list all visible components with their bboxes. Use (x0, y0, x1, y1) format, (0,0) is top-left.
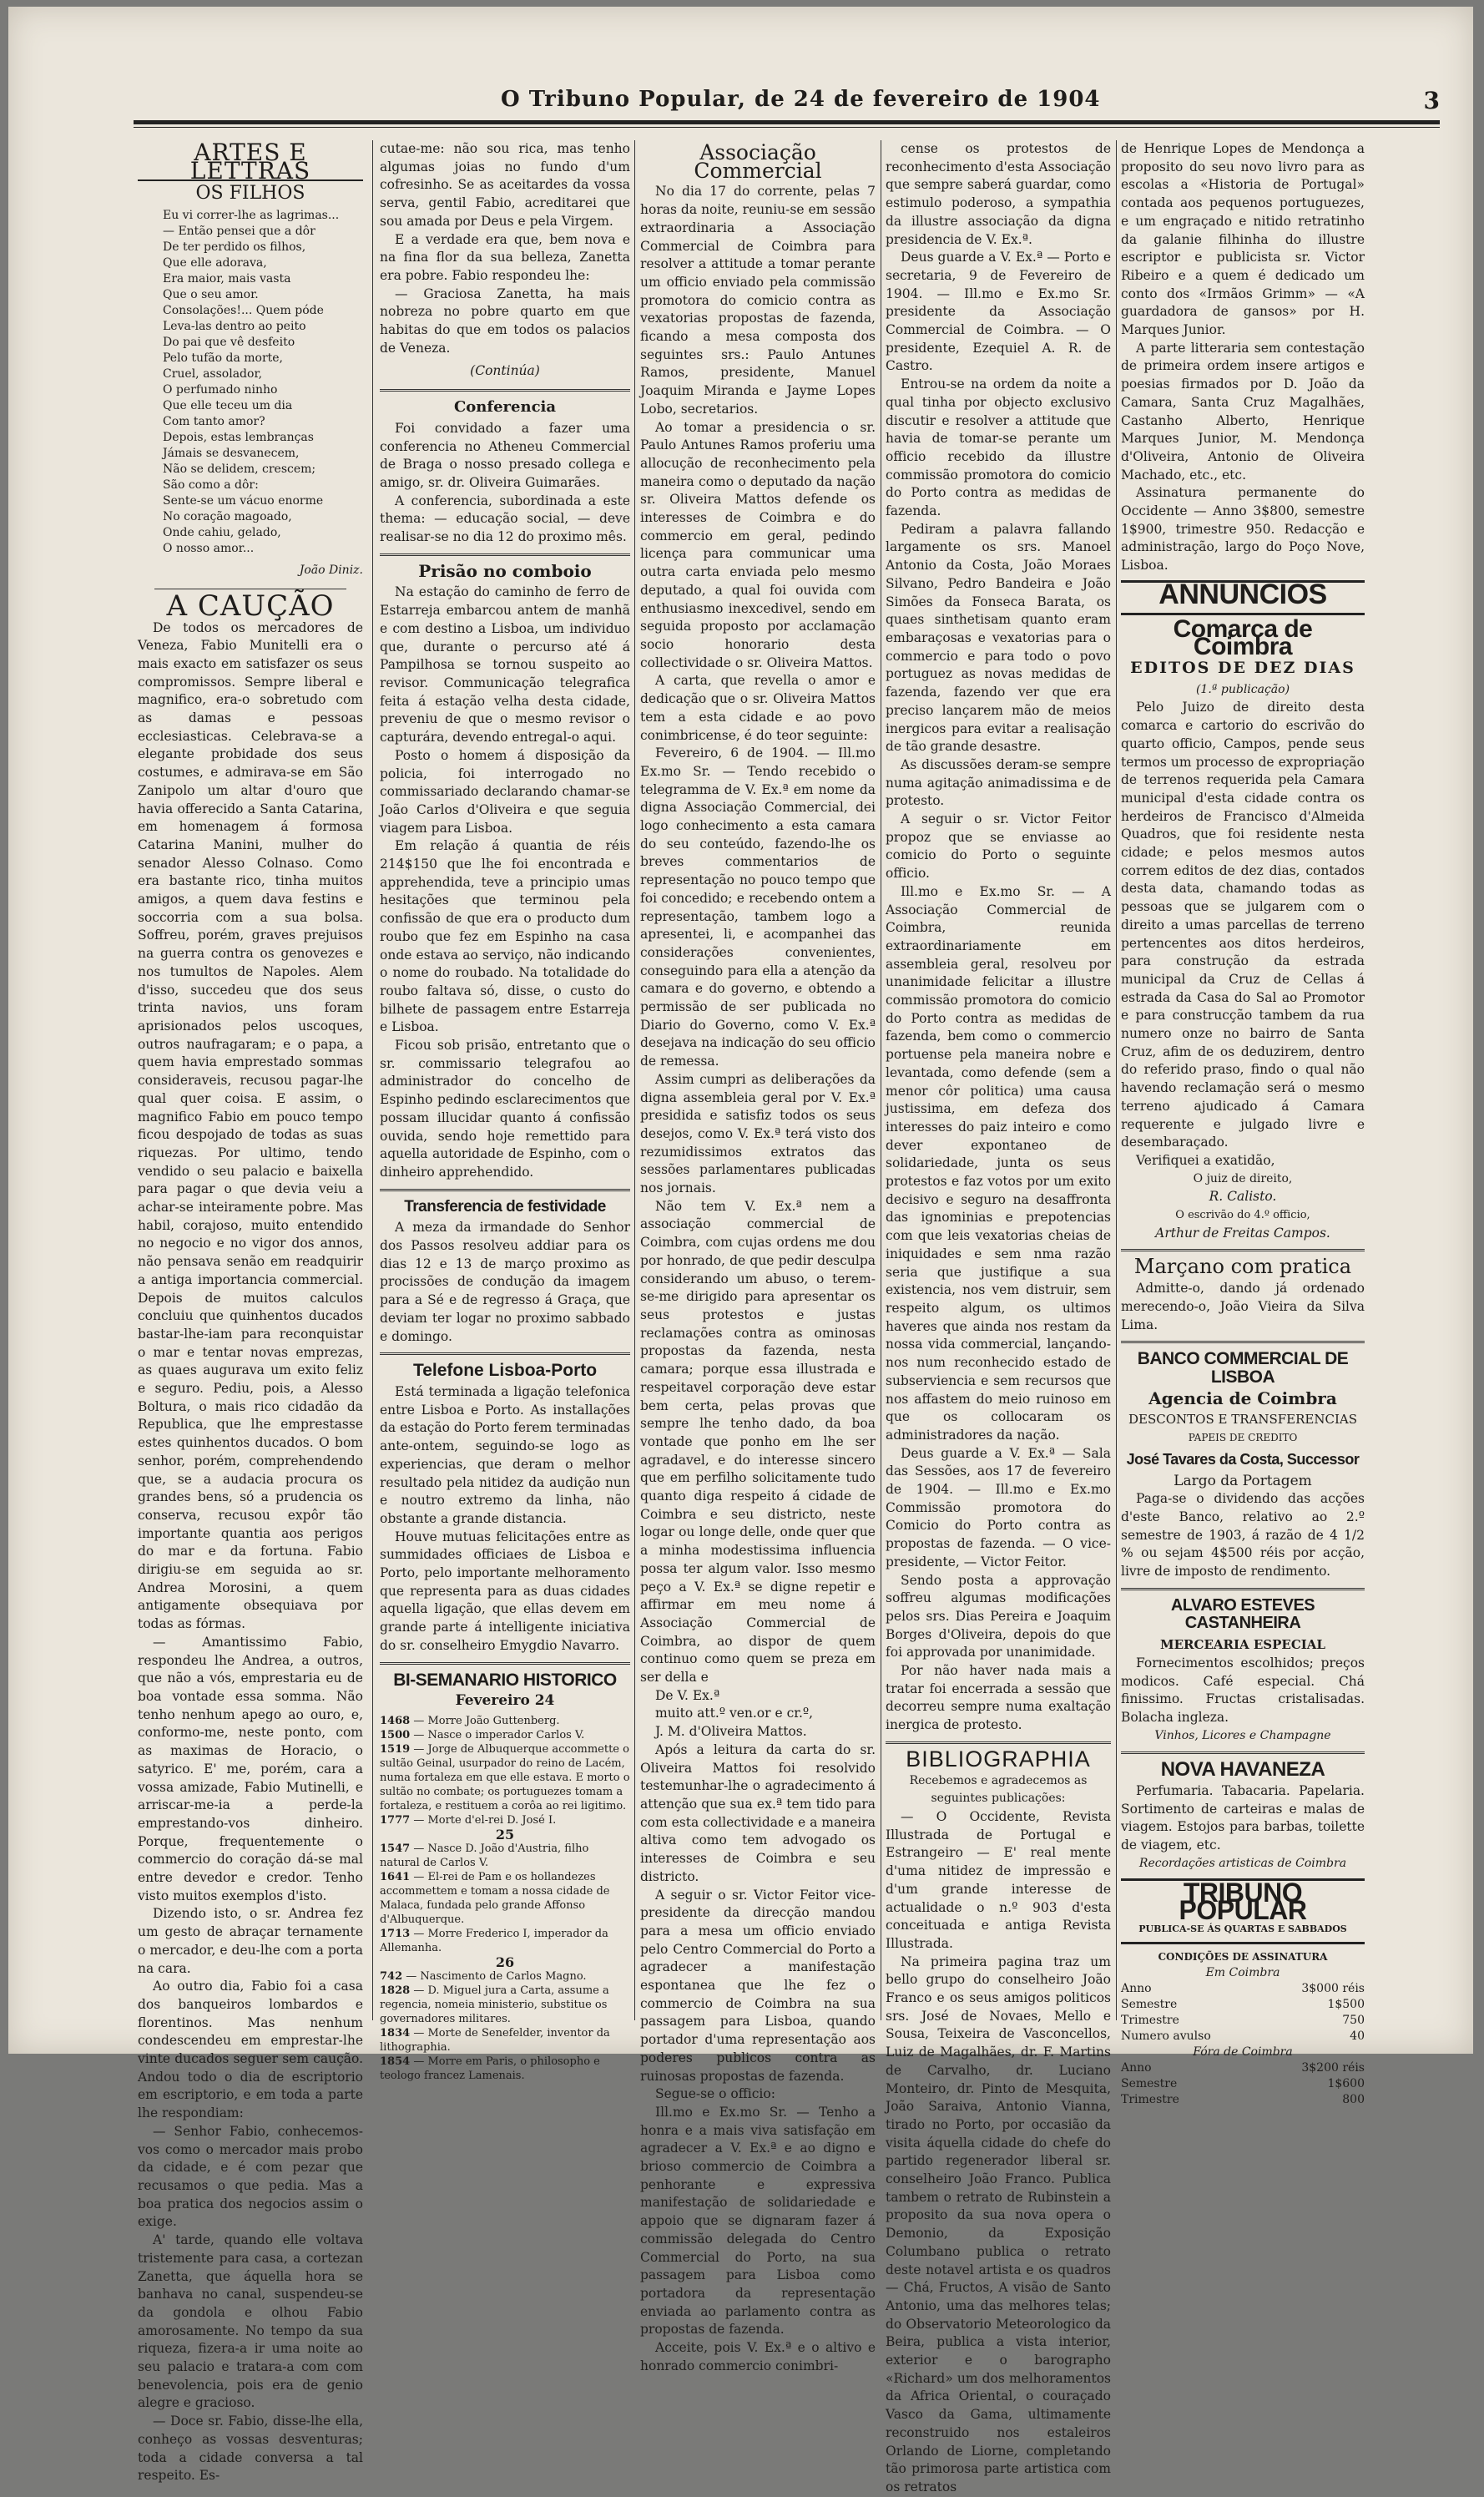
divider (1121, 1249, 1365, 1251)
story-paragraph: — Senhor Fabio, conhecemos-vos como o mercador mais probo da cidade, e é com pezar que recusamos o que pedia. Mas a boa pratica dos negocios assim o exige. (138, 2123, 363, 2230)
historico-entry: 1834 — Morte de Senefelder, inventor da lithographia. (380, 2026, 610, 2054)
associacao-paragraph: Por não haver nada mais a tratar foi encerrada a sessão que decorreu sempre numa exaltação inergica de protesto. (886, 1663, 1111, 1733)
historico-text: 26 (495, 1954, 515, 1970)
rate-row (1121, 2092, 1365, 2108)
historico-year: 1547 (380, 1842, 411, 1855)
associacao-paragraph: Deus guarde a V. Ex.ª — Sala das Sessões, aos 17 de fevereiro de 1904. — Ill.mo e Ex.mo Commissão promotora do Comicio do Porto contra as propostas de fazenda. — O vice-presidente, — Victor Feitor. (886, 1445, 1111, 1569)
historico-text: Nascimento de Carlos Magno. (420, 1969, 587, 1983)
associacao-paragraph: De V. Ex.ª (655, 1687, 720, 1703)
conferencia-text: A conferencia, subordinada a este thema: — educação social, — deve realisar-se no dia 12 do proximo mês. (380, 493, 630, 545)
escrivao-name: Arthur de Freitas Campos. (1155, 1225, 1330, 1241)
divider (1121, 1588, 1365, 1590)
historico-text: Morte d'el-rei D. José I. (427, 1813, 557, 1827)
conferencia-title: Conferencia (453, 398, 557, 417)
column-3 (640, 140, 876, 2373)
associacao-paragraph: No dia 17 do corrente, pelas 7 horas da noite, reuniu-se em sessão extraordinaria a Associação Commercial de Coimbra para resolver a attitude a tomar perante um officio enviado pela commissão promotora do comicio contra as vexatorias propostas de fazenda, ficando a mesa composta dos seguintes srs.: Paulo Antunes Ramos, presidente, Manuel Joaquim Miranda e Jayme Lopes Lobo, secretarios. (640, 184, 876, 417)
bibliographia-title: BIBLIOGRAPHIA (906, 1746, 1091, 1772)
column-4 (886, 140, 1111, 2494)
poem-line: Onde cahiu, gelado, (163, 526, 281, 540)
associacao-text (640, 183, 876, 2375)
subs-local-label: Em Coimbra (1205, 1965, 1280, 1979)
rate-label: Anno (1121, 1981, 1152, 1995)
subscription-table (1121, 1949, 1365, 2108)
associacao-paragraph: A seguir o sr. Victor Feitor vice-presidente da direcção mandou para a mesa um officio enviado pelo Centro Commercial do Porto a agradecer a manifestação espontanea que lhe fez o commercio de Coimbra na sua passagem para Lisboa, quando portador d'uma representação aos poderes publicos contra as ruinosas propostas de fazenda. (640, 1887, 876, 2084)
historico-year: 1500 (380, 1728, 411, 1741)
historico-entry (380, 1827, 630, 1842)
associacao-paragraph: As discussões deram-se sempre numa agitação animadissima e de protesto. (886, 756, 1111, 809)
historico-entry: 1468 — Morre João Guttenberg. (380, 1714, 560, 1727)
bibliographia-text: Na primeira pagina traz um bello grupo do conselheiro João Franco e os seus amigos politicos srs. José de Novaes, Mello e Sousa, Teixeira de Vasconcellos, Luiz de Magalhães, dr. F. Martins de Carvalho, dr. Luciano Monteiro, dr. Pinto de Mesquita, João Saraiva, Antonio Vianna, tirado no Porto, por occasião da visita áquella cidade do chefe do partido regenerador liberal sr. conselheiro João Franco. Publica tambem o retrato de Rubinstein a proposito da sua nova opera o Demonio, da Exposição Columbano publica o retrato deste notavel artista e os quadros — Chá, Fructos, A visão de Santo Antonio, uma das melhores telas; do Observatorio Meteorologico da Beira, publica a vista interior, exterior e o barographo «Richard» um dos melhoramentos da Africa Oriental, o couraçado Vasco da Gama, ultimamente reconstruido nos estaleiros Orlando de Liorne, completando tão primorosa parte artistica com os retratos (886, 1954, 1111, 2494)
historico-title: BI-SEMANARIO HISTORICO (393, 1670, 617, 1690)
associacao-paragraph: Assim cumpri as deliberações da digna assembleia geral por V. Ex.ª presidida e satisfiz todos os seus desejos, como V. Ex.ª terá visto dos rezumidissimos extratos das sessões parlamentares publicadas nos jornais. (640, 1071, 876, 1196)
poem-line: — Então pensei que a dôr (163, 225, 315, 239)
poem-line: Não se delidem, crescem; (163, 463, 316, 477)
rate-row (1121, 2060, 1365, 2076)
associacao-text-continued (886, 140, 1111, 1735)
story-text (138, 619, 363, 2485)
poem-line: Depois, estas lembranças (163, 431, 314, 445)
banco-title: BANCO COMMERCIAL DE LISBOA (1137, 1349, 1349, 1387)
associacao-paragraph: muito att.º ven.or e cr.º, (655, 1706, 814, 1721)
telefone-title: Telefone Lisboa-Porto (412, 1361, 598, 1381)
rate-row (1121, 1981, 1365, 1997)
associacao-paragraph: A carta, que revella o amor e dedicação que o sr. Oliveira Mattos tem a esta cidade e ao povo conimbricense, é do teor seguinte: (640, 673, 876, 743)
juiz-label: O juiz de direito, (1193, 1171, 1293, 1185)
historico-entry: 1641 — El-rei de Pam e os hollandezes accommettem e tomam a nossa cidade de Malaca, fundada pelo grande Affonso d'Albuquerque. (380, 1870, 610, 1926)
rates-outside (1121, 2060, 1365, 2108)
poem (138, 208, 363, 557)
associacao-paragraph: Pediram a palavra fallando largamente os srs. Manoel Antonio da Costa, João Moraes Silvano, Pedro Bandeira e João Simões da Fonseca Barata, os quaes sinthetisam quanto eram embaraçosas e vexatorias para o commercio e para todo o povo portuguez as novas medidas de fazenda, fazendo ver que era preciso lançarem mão de meios inergicos para evitar a realisação de tão grande desastre. (886, 521, 1111, 755)
story-continued: — Graciosa Zanetta, ha mais nobreza no pobre quarto em que habitas do que em todos os palacios de Veneza. (380, 286, 630, 356)
associacao-paragraph: A seguir o sr. Victor Feitor propoz que se enviasse ao comicio do Porto o seguinte officio. (886, 811, 1111, 882)
bibliographia-text: — O Occidente, Revista Illustrada de Portugal e Estrangeiro — E' real mente d'uma nitidez de impressão e d'um grande interesse de actualidade o n.º 903 d'esta conceituada e antiga Revista Illustrada. (886, 1808, 1111, 1951)
banco-subtitle: Agencia de Coimbra (1148, 1388, 1337, 1408)
column-2 (380, 140, 631, 2082)
bibliographia-continued: Assinatura permanente do Occidente — Anno 3$800, semestre 1$900, trimestre 950. Redacção e administração, largo do Poço Nove, Lisboa. (1121, 485, 1365, 574)
banco-line: DESCONTOS E TRANSFERENCIAS (1128, 1412, 1357, 1428)
poem-line: Eu vi correr-lhe as lagrimas... (163, 209, 340, 223)
story-paragraph: Dizendo isto, o sr. Andrea fez um gesto de abraçar ternamente o mercador, e deu-lhe com a porta na cara. (138, 1906, 363, 1976)
publicacao-note: (1.ª publicação) (1195, 682, 1290, 696)
associacao-paragraph: Ill.mo e Ex.mo Sr. — A Associação Commercial de Coimbra, reunida extraordinariamente em assembleia geral, resolveu por unanimidade felicitar a illustre commissão promotora do comicio do Porto contra as medidas de fazenda, bem como o commercio portuense pela maneira nobre e levantada, como defende (sem a menor côr politica) uma causa justissima, em defeza dos interesses do paiz inteiro e como dever expontaneo de solidariedade, junta os seus protestos e faz votos por um exito decisivo e seguro na desaffronta das ignominias e prepotencias com que leis vexatorias cheias de iniquidades e sem nma razão seria que justifique a sua existencia, nos vem distruir, sem respeito algum, os ultimos haveres que ainda nos restam da nossa vida commercial, lançando-nos num reconhecido estado de subserviencia e sem recursos que nos affastem do meio ruinoso em que os collocaram os administradores da nação. (886, 883, 1111, 1443)
rate-row (1121, 2029, 1365, 2045)
historico-year: 1641 (380, 1870, 411, 1883)
story-continued: cutae-me: não sou rica, mas tenho algumas joias no fundo d'um cofresinho. Se as aceitardes da vossa serva, gentil Fabio, acreditarei que sou amada por Deus e pela Virgem. (380, 141, 630, 229)
historico-entry: 1777 — Morte d'el-rei D. José I. (380, 1813, 557, 1827)
historico-text: Nasce D. João d'Austria, filho natural de Carlos V. (380, 1842, 589, 1869)
festa-title: Transferencia de festividade (404, 1197, 606, 1216)
historico-entry: 1713 — Morre Frederico I, imperador da Allemanha. (380, 1927, 608, 1954)
historico-year: 1777 (380, 1813, 411, 1827)
historico-text: Morte de Senefelder, inventor da lithographia. (380, 2026, 610, 2054)
associacao-paragraph: Após a leitura da carta do sr. Oliveira Mattos foi resolvido testemunhar-lhe o agradecimento á attenção que sua ex.ª tem tido para com esta collectividade e a maneira altiva como tem advogado os interesses de Coimbra e seu districto. (640, 1741, 876, 1884)
comarca-title: Comarca de Coimbra (1173, 614, 1313, 661)
associacao-paragraph: Segue-se o officio: (655, 2086, 775, 2102)
editos-title: EDITOS DE DEZ DIAS (1130, 658, 1355, 677)
divider (1121, 1751, 1365, 1754)
associacao-paragraph: Deus guarde a V. Ex.ª — Porto e secretaria, 9 de Fevereiro de 1904. — Ill.mo e Ex.mo Sr. presidente da Associação Commercial de Coimbra. — O presidente, Ezequiel A. R. de Castro. (886, 250, 1111, 374)
historico-text: D. Miguel jura a Carta, assume a regencia, nomeia ministerio, substitue os governadores militares. (380, 1984, 609, 2025)
poem-line: Que elle teceu um dia (163, 399, 293, 413)
story-title: A CAUÇÃO (166, 589, 335, 623)
alvaro-text: Fornecimentos escolhidos; preços modicos. Café especial. Chá finissimo. Fructas cristalisadas. Bolacha ingleza. (1121, 1655, 1365, 1725)
rate-row (1121, 2013, 1365, 2029)
subs-outside-label: Fóra de Coimbra (1193, 2045, 1293, 2059)
telefone-text: Houve mutuas felicitações entre as summidades officiaes de Lisboa e Porto, pelo importante melhoramento que representa para as duas cidades aquella ligação, que ellas devem em grande parte á intelligente iniciativa do sr. conselheiro Emygdio Navarro. (380, 1529, 630, 1653)
festa-text: A meza da irmandade do Senhor dos Passos resolveu addiar para os dias 12 e 13 de março proximo as procissões de condução da imagem para a Sé e de regresso á Graça, que deviam ter logar no proximo sabbado e domingo. (380, 1220, 630, 1344)
alvaro-title: ALVARO ESTEVES CASTANHEIRA (1170, 1595, 1315, 1633)
rate-row (1121, 2076, 1365, 2092)
rate-value: 3$000 réis (1301, 1981, 1365, 1995)
historico-text: El-rei de Pam e os hollandezes accommettem e tomam a nossa cidade de Malaca, fundada pelo grande Affonso d'Albuquerque. (380, 1870, 610, 1926)
rate-row (1121, 1997, 1365, 2013)
havaneza-text: Perfumaria. Tabacaria. Papelaria. Sortimento de carteiras e malas de viagem. Estojos para barbas, toilette de viagem, etc. (1121, 1783, 1365, 1853)
rate-label: Semestre (1121, 2076, 1178, 2090)
associacao-paragraph: Ill.mo e Ex.mo Sr. — Tenho a honra e a mais viva satisfação em agradecer a V. Ex.ª e ao digno e brioso commercio de Coimbra a penhorante e expressiva manifestação de solidariedade e appoio que se dignaram fazer á commissão delegada do Centro Commercial do Porto, na sua passagem para Lisboa como portadora da representação enviada ao parlamento contra as propostas de fazenda. (640, 2104, 876, 2338)
poem-line: Do pai que vê desfeito (163, 336, 295, 350)
prisao-text: Posto o homem á disposição da policia, foi interrogado no commissariado declarando chamar-se João Carlos d'Oliveira e que seguia viagem para Lisboa. (380, 747, 630, 836)
bibliographia-continued: A parte litteraria sem contestação de primeira ordem insere artigos e poesias firmados por D. João da Camara, Santa Cruz Magalhães, Castanho Alberto, Henrique Marques Junior, M. Mendonça d'Oliveira, Antonio de Oliveira Machado, etc., etc. (1121, 340, 1365, 483)
telefone-text: Está terminada a ligação telefonica entre Lisboa e Porto. As installações da estação do Porto ferem terminadas ante-ontem, seguindo-se logo as experiencias, que deram o melhor resultado pela nitidez da audição nun e noutro extremo da linha, não obstante a grande distancia. (380, 1384, 631, 1526)
banco-address: Largo da Portagem (1174, 1472, 1312, 1489)
associacao-paragraph: Não tem V. Ex.ª nem a associação commercial de Coimbra, com cujas ordens me dou por honrado, de que pedir desculpa considerando um abuso, o terem-se-me dirigido para apresentar os seus protestos e justas reclamações contra as ominosas propostas da fazenda, nesta camara; porque essa illustrada e respeitavel corporação deve estar bem certa, pelas provas que sempre lhe tenho dado, da boa vontade que ponho em lhe ser agradavel, e do interesse sincero que em perfilho solicitamente tudo quanto diga respeito á cidade de Coimbra e seu districto, neste logar ou longe delle, onde quer que a minha modestissima influencia possa ter algum valor. Isso mesmo peço a V. Ex.ª se digne repetir e affirmar em meu nome á Associação Commercial de Coimbra, ao dispor de quem continuo como quem se preza em ser della e (640, 1198, 876, 1686)
historico-text: 25 (495, 1826, 515, 1842)
bibliographia-intro: Recebemos e agradecemos as seguintes publicações: (909, 1773, 1088, 1806)
associacao-paragraph: Fevereiro, 6 de 1904. — Ill.mo Ex.mo Sr. — Tendo recebido o telegramma de V. Ex.ª em nome da digna Associação Commercial, dei logo conhecimento a esta camara do seu conteúdo, fazendo-lhe os breves commentarios de representação no pouco tempo que foi concedido; e recebendo ontem a representação, tambem logo a apresentei, li, e acompanhei das considerações convenientes, conseguindo para ella a atenção da camara e do governo, e obtendo a permissão de ser publicada no Diario do Governo, como V. Ex.ª desejava na indicação do seu officio de remessa. (640, 746, 876, 1069)
historico-month: Fevereiro 24 (455, 1692, 555, 1710)
annuncios-title: ANNUNCIOS (1158, 578, 1327, 610)
tribuno-box (1121, 1878, 1365, 1944)
prisao-text: Ficou sob prisão, entretanto que o sr. commissario telegrafou ao administrador do concelho de Espinho pedindo esclarecimentos que possam illucidar quanto á confissão ouvida, sendo hoje remettido para aquella autoridade de Espinho, com o dinheiro apprehendido. (380, 1038, 630, 1180)
historico-text: Morre Frederico I, imperador da Allemanha. (380, 1927, 608, 1954)
poem-line: Era maior, mais vasta (163, 272, 291, 286)
banco-line: PAPEIS DE CREDITO (1188, 1432, 1298, 1444)
divider (380, 553, 630, 556)
associacao-paragraph: Entrou-se na ordem da noite a qual tinha por objecto exclusivo discutir e resolver a attitude que havia de tomar-se perante um officio recebido da illustre commissão promotora do comicio do Porto contra as medidas de fazenda. (886, 377, 1111, 519)
column-1 (138, 139, 363, 2484)
poem-line: São como a dôr: (163, 478, 259, 493)
historico-list (380, 1714, 630, 2083)
newspaper-page (8, 7, 1473, 2494)
historico-entry: 742 — Nascimento de Carlos Magno. (380, 1969, 587, 1983)
historico-text: Morre em Paris, o philosopho e teologo francez Lamenais. (380, 2055, 600, 2082)
divider (380, 1662, 630, 1665)
prisao-text: Na estação do caminho de ferro de Estarreja embarcou antem de manhã e com destino a Lisboa, um individuo que, durante o percurso até á Pampilhosa se tornou suspeito ao revisor. Communicação telegrafica feita á estação velha desta cidade, preveniu de que o mesmo revisor o capturára, devendo entregal-o aqui. (380, 584, 630, 746)
historico-entry: 1547 — Nasce D. João d'Austria, filho natural de Carlos V. (380, 1842, 589, 1869)
rate-label: Semestre (1121, 1997, 1178, 2011)
story-paragraph: A' tarde, quando elle voltava tristemente para casa, a cortezan Zanetta, que áquella hora se banhava no canal, suspendeu-se da gondola e olhou Fabio amorosamente. No tempo da sua riqueza, fizera-a ir uma noite ao seu palacio e tratara-a com com benevolencia, pois era de genio alegre e gracioso. (138, 2232, 363, 2411)
edito-text: Pelo Juizo de direito desta comarca e cartorio do escrivão do quarto officio, Campos, pende seus termos um processo de expropriação de terrenos requerida pela Camara municipal d'esta cidade contra os herdeiros de Francisco d'Almeida Quadros, que foi residente nesta cidade; e pelos mesmos autos correm editos de dez dias, contados desta data, chamando todas as pessoas que se julgarem com o direito a umas parcellas de terreno pertencentes aos ditos herdeiros, para construção da estrada municipal da Cruz de Cellas á estrada da Casa do Sal ao Promotor e para construcção tambem da rua numero onze no bairro de Santa Cruz, afim de os deduzirem, dentro do referido praso, findo o qual não havendo reclamação será o mesmo terreno ajudicado á Camara requerente e julgado livre e desembaraçado. (1121, 700, 1365, 1150)
historico-entry (380, 1955, 630, 1969)
rate-label: Trimestre (1121, 2092, 1179, 2106)
historico-text: Nasce o imperador Carlos V. (427, 1728, 585, 1741)
poem-line: Com tanto amor? (163, 415, 265, 429)
rate-value: 750 (1342, 2013, 1365, 2027)
associacao-paragraph: Ao tomar a presidencia o sr. Paulo Antunes Ramos proferiu uma allocução de reconhecimento pela maneira como o deputado da nação sr. Oliveira Mattos defende os interesses de Coimbra e do commercio em geral, pedindo licença para communicar uma outra carta enviada pelo mesmo deputado, a qual foi ouvida com enthusiasmo inexcedivel, sendo em seguida proposto por acclamação socio honorario desta collectividade o sr. Oliveira Mattos. (640, 419, 876, 670)
story-continued: E a verdade era que, bem nova e na fina flor da sua belleza, Zanetta era pobre. Fabio respondeu lhe: (380, 231, 630, 283)
story-paragraph: Ao outro dia, Fabio foi a casa dos banqueiros lombardos e florentinos. Mas nenhum condescendeu em emprestar-lhe vinte ducados seguer sem caução. Andou todo o dia de escriptorio em escriptorio, e em toda a parte lhe respondiam: (138, 1979, 363, 2121)
historico-year: 742 (380, 1969, 403, 1983)
poem-line: Que o seu amor. (163, 288, 259, 302)
poem-line: O perfumado ninho (163, 383, 278, 397)
running-title: O Tribuno Popular, de 24 de fevereiro de 1904 (501, 87, 1101, 112)
poem-line: No coração magoado, (163, 510, 292, 524)
historico-entry: 1854 — Morre em Paris, o philosopho e teologo francez Lamenais. (380, 2055, 600, 2082)
marcano-text: Admitte-o, dando já ordenado merecendo-o, João Vieira da Silva Lima. (1121, 1281, 1365, 1332)
historico-year: 1519 (380, 1742, 411, 1756)
divider (380, 1189, 630, 1191)
historico-year: 1834 (380, 2026, 411, 2040)
associacao-paragraph: cense os protestos de reconhecimento d'esta Associação que sempre saberá guardar, como estimulo poderoso, a sympathia da illustre associação da digna presidencia de V. Ex.ª. (886, 141, 1111, 247)
associacao-paragraph: Sendo posta a approvação soffreu algumas modificações pelos srs. Dias Pereira e Joaquim Borges d'Oliveira, depois do que foi approvada por unanimidade. (886, 1572, 1111, 1660)
poem-line: O nosso amor... (163, 542, 255, 556)
havaneza-title: NOVA HAVANEZA (1160, 1758, 1325, 1782)
historico-year: 1854 (380, 2055, 411, 2068)
poem-line: De ter perdido os filhos, (163, 240, 306, 255)
subs-title: CONDIÇÕES DE ASSINATURA (1158, 1950, 1328, 1963)
rates-local (1121, 1981, 1365, 2045)
story-paragraph: De todos os mercadores de Veneza, Fabio Munitelli era o mais exacto em satisfazer os seus compromissos. Sempre liberal e magnifico, era-o sobretudo com as damas e pessoas ecclesiasticas. Celebrava-se a elegante probidade dos seus costumes, e admirava-se em São Zanipolo um altar d'ouro que havia offerecido a Santa Catarina, em homenagem á formosa Catarina Manini, mulher do senador Alesso Colnaso. Como era bastante rico, tinha muitos amigos, a quem dava festins e soccorria com a sua bolsa. Soffreu, porém, graves prejuisos na guerra contra os genovezes e nos tumultos de Napoles. Alem d'isso, succedeu que dos seus trinta navios, uns foram aprisionados pelos uscoques, outros naufragaram; e o papa, a quem havia emprestado sommas consideraveis, recusou pagar-lhe qual quer coisa. E assim, o magnifico Fabio em pouco tempo ficou despojado de todas as suas riquezas. Por ultimo, tendo vendido o seu palacio e baixella para pagar o que devia veiu a achar-se inteiramente pobre. Mas habil, corajoso, muito entendido no negocio e no vigor dos annos, não pensava senão em readquirir a antiga importancia commercial. Depois de muitos calculos concluiu que quinhentos ducados bastar-lhe-iam para reconquistar o mar e tentar novas emprezas, as quaes augurava um exito feliz e seguro. Pediu, pois, a Alesso Boltura, o mais rico cidadão da Republica, que lhe emprestasse estes quinhentos ducados. O bom senhor, porém, comprehendendo que, se a audacia procura os grandes bens, só a prudencia os conserva, recusou expôr tão importante quantia aos perigos do mar e da fortuna. Fabio dirigiu-se em seguida ao sr. Andrea Morosini, a quem antigamente obsequiava por todas as fórmas. (138, 619, 363, 1632)
poem-line: Jámais se desvanecem, (163, 447, 300, 461)
poem-line: Que elle adorava, (163, 256, 267, 270)
prisao-title: Prisão no comboio (418, 560, 592, 581)
rate-label: Trimestre (1121, 2013, 1179, 2027)
banco-text: Paga-se o dividendo das acções d'este Banco, relativo ao 2.º semestre de 1903, á razão de 4 1/2 % ou sejam 4$500 réis por acção, livre de imposto de rendimento. (1121, 1491, 1365, 1580)
bibliographia-continued: de Henrique Lopes de Mendonça a proposito do seu novo livro para as escolas a «Historia de Portugal» contada aos pequenos portuguezes, e um engraçado e nitido retratinho da galanie filhinha do illustre escriptor e publicista sr. Victor Ribeiro e a quem é dedicado um conto dos «Irmãos Grimm» — «A guardadora de gansos» por H. Marques Junior. (1121, 141, 1365, 338)
rate-label: Anno (1121, 2060, 1152, 2075)
header-rule (134, 120, 1440, 128)
rate-value: 3$200 réis (1301, 2060, 1365, 2075)
prisao-text: Em relação á quantia de réis 214$150 que lhe foi encontrada e apprehendida, teve a principio umas hesitações que terminou pela confissão de que era o producto dum roubo que fez em Espinho na casa onde estava ao serviço, não indicando o nome do roubado. Na totalidade do roubo faltava só, disse, o custo do bilhete de passagem entre Estarreja e Lisboa. (380, 838, 630, 1035)
rate-value: 40 (1350, 2029, 1365, 2043)
divider (1121, 1341, 1365, 1343)
page-number: 3 (1423, 87, 1440, 114)
page-header (134, 87, 1440, 120)
story-paragraph: — Doce sr. Fabio, disse-lhe ella, conheço as vossas desventuras; toda a cidade conversa a tal respeito. Es- (138, 2414, 363, 2484)
marcano-title: Marçano com pratica (1133, 1255, 1352, 1279)
historico-year: 1713 (380, 1927, 411, 1940)
poem-line: Leva-las dentro ao peito (163, 320, 306, 334)
poem-line: Pelo tufão da morte, (163, 351, 283, 366)
havaneza-footer: Recordações artisticas de Coimbra (1138, 1856, 1347, 1870)
column-rule (634, 140, 635, 2020)
historico-year: 1828 (380, 1984, 411, 1997)
rate-value: 800 (1342, 2092, 1365, 2106)
story-paragraph: — Amantissimo Fabio, respondeu lhe Andrea, a outros, que não a vós, emprestaria eu de boa vontade essa somma. Não tenho nenhum apego ao ouro, e, conformo-me, neste ponto, com as maximas de Horacio, o satyrico. E' me, porém, cara a vossa amizade, Fabio Mutinelli, e arriscar-me-ia a perde-la emprestando-vos dinheiro. Porque, frequentemente o commercio do coração dá-se mal entre devedor e credor. Tenho visto muitos exemplos d'isto. (138, 1634, 363, 1903)
associacao-paragraph: Acceite, pois V. Ex.ª e o altivo e honrado commercio conimbri- (640, 2340, 876, 2373)
section-title: ARTES E LETTRAS (138, 144, 363, 181)
rate-value: 1$600 (1327, 2076, 1365, 2090)
poem-author: João Diniz. (299, 564, 363, 578)
escrivao-label: O escrivão do 4.º officio, (1175, 1209, 1310, 1222)
historico-year: 1468 (380, 1714, 411, 1727)
column-rule (372, 140, 373, 2020)
associacao-paragraph: J. M. d'Oliveira Mattos. (655, 1724, 807, 1740)
divider (886, 1741, 1111, 1744)
tribuno-title: TRIBUNO POPULAR (1179, 1877, 1307, 1926)
historico-entry: 1828 — D. Miguel jura a Carta, assume a regencia, nomeia ministerio, substitue os governadores militares. (380, 1984, 609, 2025)
historico-text: Morre João Guttenberg. (427, 1714, 560, 1727)
alvaro-footer: Vinhos, Licores e Champagne (1154, 1728, 1331, 1742)
poem-line: Sente-se um vácuo enorme (163, 494, 324, 508)
historico-text: Jorge de Albuquerque accommette o sultão Geinal, usurpador do reino de Lacém, numa fortaleza em que elle estava. E morto o sultão no combate; os portuguezes tomam a fortaleza, e restituem a corôa ao rei ligitimo. (380, 1742, 630, 1812)
column-rule (1116, 140, 1117, 2020)
associacao-title: Associação Commercial (694, 140, 822, 183)
poem-line: Cruel, assolador, (163, 367, 263, 382)
verifiquei-text: Verifiquei a exatidão, (1136, 1152, 1275, 1168)
divider (380, 389, 630, 392)
annuncios-header (1121, 580, 1365, 615)
historico-entry: 1500 — Nasce o imperador Carlos V. (380, 1728, 585, 1741)
banco-agent: José Tavares da Costa, Successor (1126, 1450, 1360, 1468)
alvaro-subtitle: MERCEARIA ESPECIAL (1160, 1637, 1325, 1653)
column-5 (1121, 140, 1365, 2106)
conferencia-text: Foi convidado a fazer uma conferencia no Atheneu Commercial de Braga o nosso presado collega e amigo, sr. dr. Oliveira Guimarães. (380, 420, 630, 490)
juiz-name: R. Calisto. (1209, 1189, 1277, 1205)
historico-entry: 1519 — Jorge de Albuquerque accommette o sultão Geinal, usurpador do reino de Lacém, numa fortaleza em que elle estava. E morto o sultão no combate; os portuguezes tomam a fortaleza, e restituem a corôa ao rei ligitimo. (380, 1742, 630, 1812)
divider (380, 1352, 630, 1355)
tribuno-subtitle: PUBLICA-SE ÁS QUARTAS E SABBADOS (1138, 1923, 1347, 1934)
poem-title: OS FILHOS (195, 183, 305, 205)
poem-line: Consolações!... Quem póde (163, 304, 324, 318)
rate-value: 1$500 (1327, 1997, 1365, 2011)
continua-note: (Continúa) (470, 363, 540, 379)
rate-label: Numero avulso (1121, 2029, 1211, 2043)
